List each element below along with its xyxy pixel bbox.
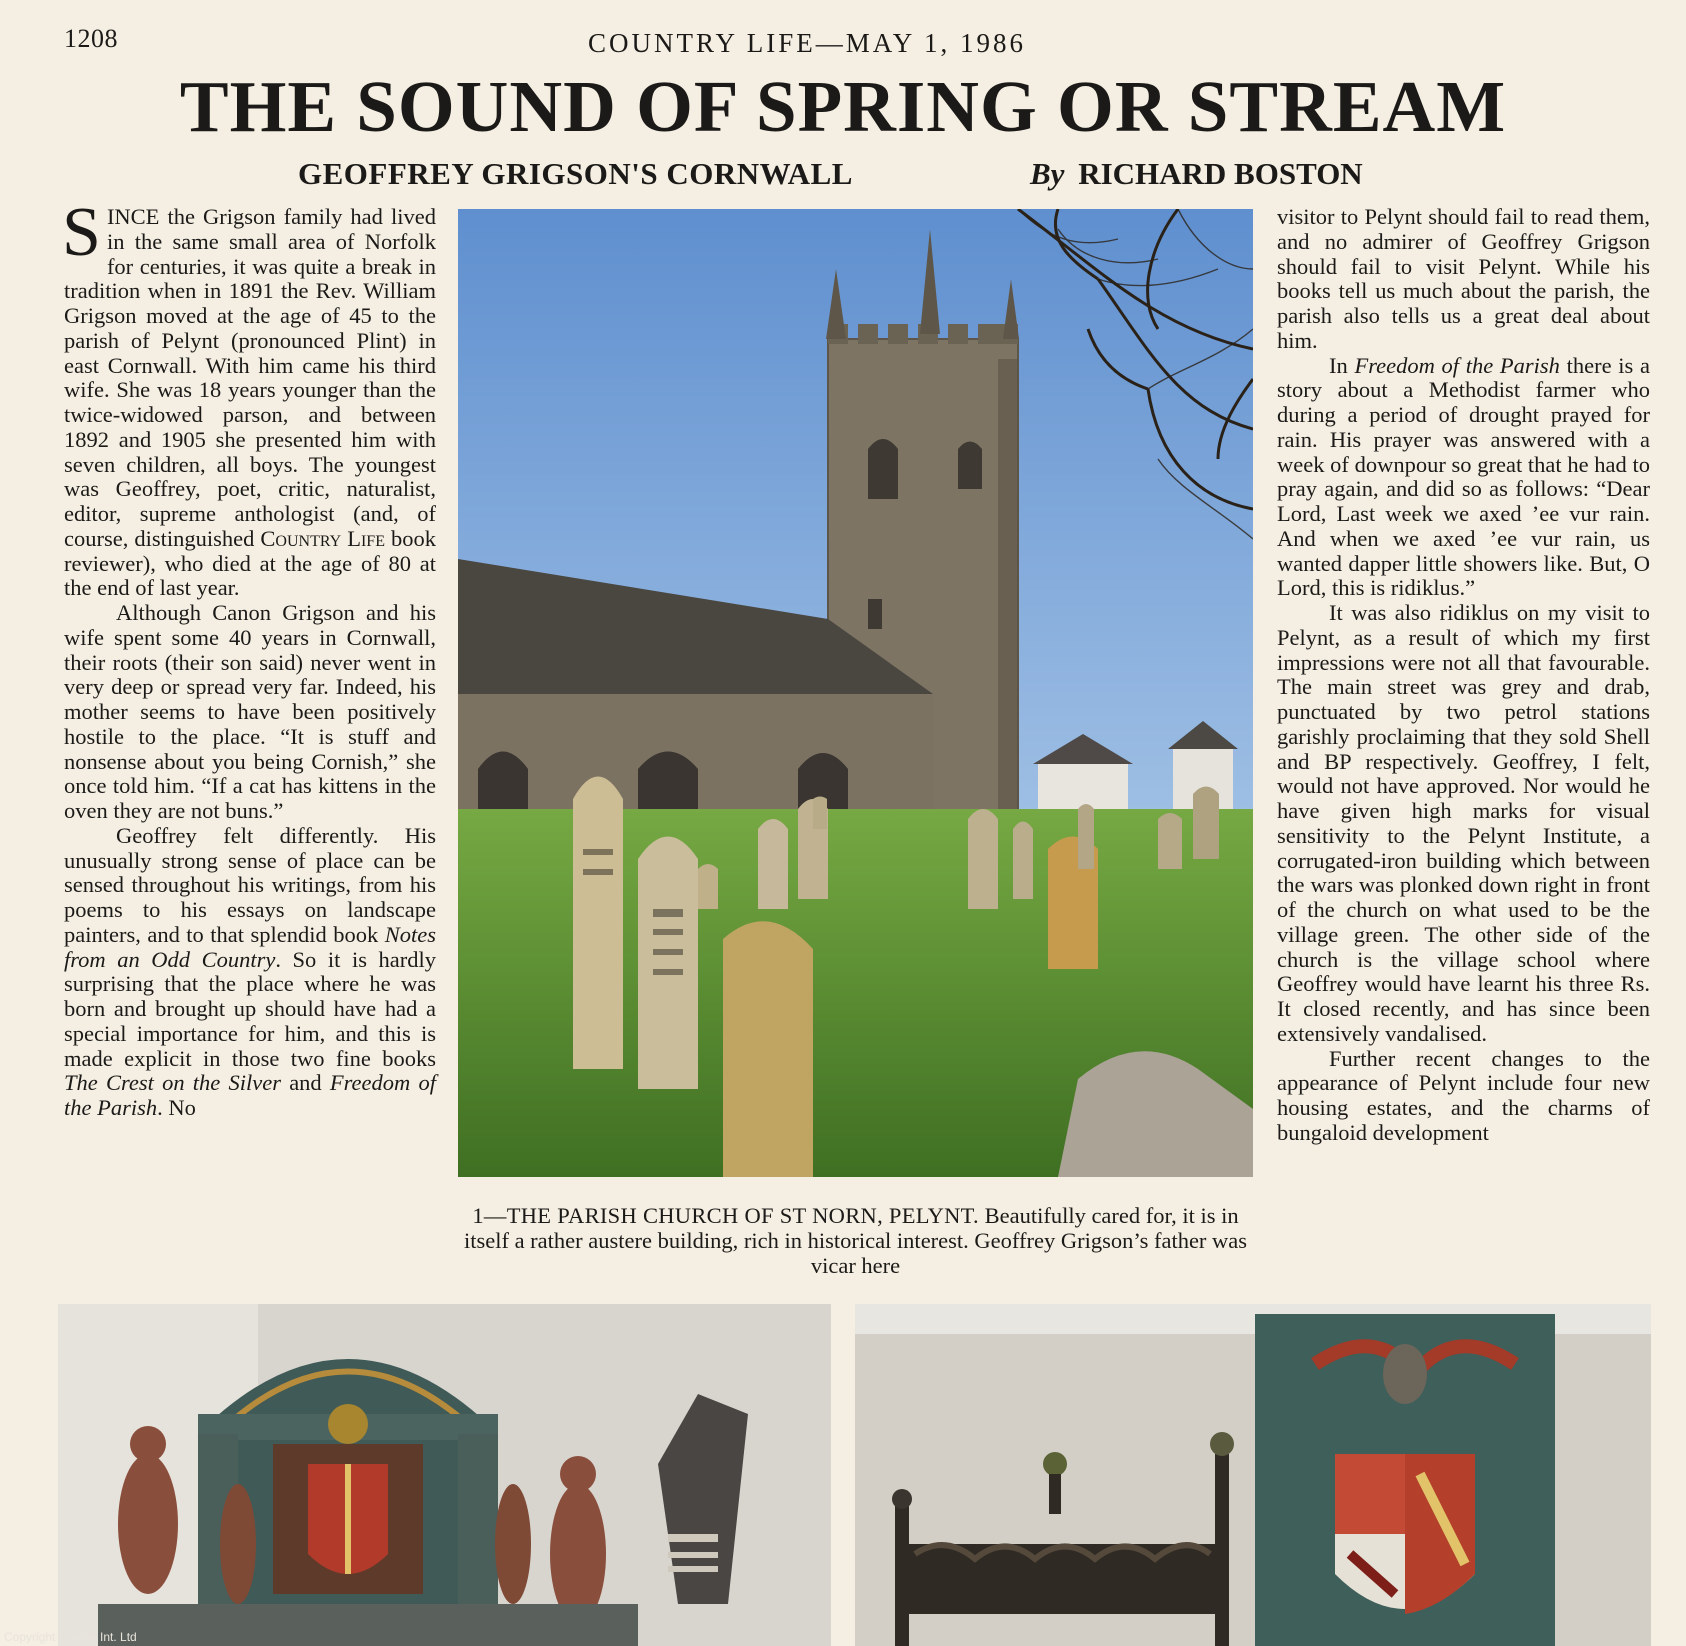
text-run: Geoffrey felt differently. His unusually strong sense of place can be sensed throughout his writings, from his poems to his essays on landscape painters, and to that splendid book [64, 822, 436, 947]
page-number: 1208 [64, 24, 118, 53]
column-right [1277, 205, 1650, 1146]
book-title: The Crest on the Silver [64, 1070, 281, 1096]
headline: THE SOUND OF SPRING OR STREAM [179, 66, 1507, 147]
drop-cap: S [62, 194, 101, 271]
paragraph: It was also ridiklus on my visit to Pelynt, as a result of which my first impressions were not all that favourable. The main street was grey and drab, punctuated by two petrol stations garishly proclaiming that they sold Shell and BP respectively. Geoffrey, I felt, would not have approved. Nor would he have given high marks for visual sensitivity to the Pelynt Institute, a corrugated-iron building which between the wars was plonked down right in front of the church on what used to be the village green. The other side of the church is the village school where Geoffrey would have learnt his three Rs. It closed recently, and has since been extensively vandalised. [1277, 600, 1650, 1046]
paragraph: Further recent changes to the appearance of Pelynt include four new housing estates, and the charms of bungaloid development [1277, 1045, 1650, 1145]
magazine-name: Country Life [260, 525, 385, 551]
photo-church [458, 209, 1253, 1177]
paragraph [1277, 354, 1650, 602]
text-run: book reviewer), who died at the age of 80 at the end of last year. [64, 525, 436, 601]
text-run: and [280, 1070, 330, 1096]
byline-name: RICHARD BOSTON [1078, 156, 1363, 191]
book-title: Freedom of the Parish [1354, 352, 1560, 378]
subhead: GEOFFREY GRIGSON'S CORNWALL [298, 156, 853, 191]
text-run: . No [157, 1095, 196, 1120]
paragraph [62, 194, 436, 601]
paragraph [64, 824, 436, 1121]
text-run: . So it is hardly surprising that the place where he was born and brought up should have had a special importance for him, and this is made explicit in those two fine books [64, 946, 436, 1071]
text-run: In [1329, 352, 1355, 378]
text-run: INCE the Grigson family had lived in the same small area of Norfolk for centuries, it was quite a break in tradition when in 1891 the Rev. William Grigson moved at the age of 45 to the parish of Pelynt (pronounced Plint) in east Cornwall. With him came his third wife. She was 18 years younger than the twice-widowed parson, and between 1892 and 1905 she presented him with seven children, all boys. The youngest was Geoffrey, poet, critic, naturalist, editor, supreme anthologist (and, of course, distinguished [64, 204, 436, 551]
copyright-notice: Copyright Cosmo Int. Ltd [4, 1630, 137, 1644]
caption-lead: 1—THE PARISH CHURCH OF ST NORN, PELYNT. [472, 1203, 979, 1228]
caption-text: Beautifully cared for, it is in itself a rather austere building, rich in historical interest. Geoffrey Grigson’s father was vicar here [463, 1203, 1248, 1278]
photo-coat-of-arms [855, 1304, 1651, 1646]
paragraph: visitor to Pelynt should fail to read them, and no admirer of Geoffrey Grigson should fail to visit Pelynt. While his books tell us much about the parish, the parish also tells us a great deal about him. [1277, 204, 1650, 353]
byline-by: By [1030, 156, 1065, 191]
column-left [62, 194, 436, 1121]
photo-monument [58, 1304, 831, 1646]
text-run: there is a story about a Methodist farmer who during a period of drought prayed for rain. His prayer was answered with a week of downpour so great that he had to pray again, and did so as follows: “Dear Lord, Last week we axed ’ee vur rain. And when we axed ’ee vur rain, us wanted dapper little showers like. But, O Lord, this is ridiklus.” [1277, 352, 1650, 601]
byline [1030, 156, 1363, 192]
paragraph: Although Canon Grigson and his wife spent some 40 years in Cornwall, their roots (their son said) never went in very deep or spread very far. Indeed, his mother seems to have been positively hostile to the place. “It is stuff and nonsense about you being Cornish,” she once told him. “If a cat has kittens in the oven they are not buns.” [64, 600, 436, 823]
book-title: Notes from an Odd Country [64, 921, 436, 972]
book-title: Freedom of the Parish [64, 1070, 436, 1120]
running-head: COUNTRY LIFE—MAY 1, 1986 [588, 28, 1027, 58]
photo-caption [458, 1203, 1253, 1278]
